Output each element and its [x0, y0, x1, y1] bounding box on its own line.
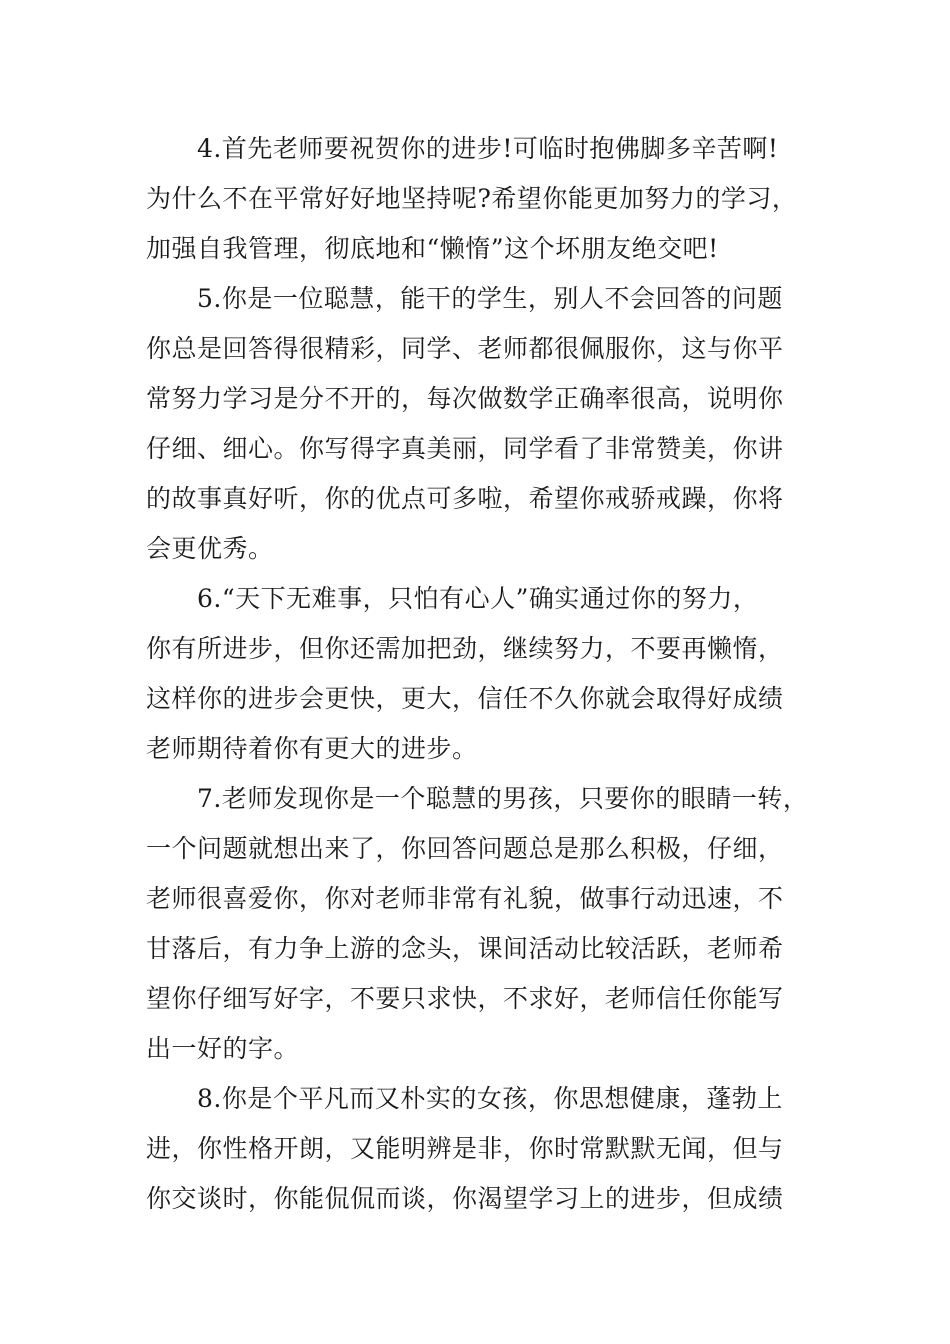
- paragraph-8-line-3: 你交谈时，你能侃侃而谈，你渴望学习上的进步，但成绩: [146, 1184, 784, 1213]
- paragraph-5-line-2: 你总是回答得很精彩，同学、老师都很佩服你，这与你平: [146, 334, 784, 363]
- paragraph-5-line-3: 常努力学习是分不开的，每次做数学正确率很高，说明你: [146, 384, 784, 413]
- paragraph-5-line-6: 会更优秀。: [146, 534, 274, 563]
- paragraph-8-line-1: 8.你是个平凡而又朴实的女孩，你思想健康，蓬勃上: [197, 1084, 783, 1113]
- paragraph-5-line-4: 仔细、细心。你写得字真美丽，同学看了非常赞美，你讲: [146, 434, 784, 463]
- paragraph-7-line-4: 甘落后，有力争上游的念头，课间活动比较活跃，老师希: [146, 934, 784, 963]
- paragraph-5-line-1: 5.你是一位聪慧，能干的学生，别人不会回答的问题: [197, 284, 783, 313]
- paragraph-4-line-1: 4.首先老师要祝贺你的进步!可临时抱佛脚多辛苦啊!: [197, 134, 779, 163]
- paragraph-4-line-3: 加强自我管理，彻底地和“懒惰”这个坏朋友绝交吧!: [146, 234, 719, 263]
- paragraph-8-line-2: 进，你性格开朗，又能明辨是非，你时常默默无闻，但与: [146, 1134, 784, 1163]
- paragraph-6-line-2: 你有所进步，但你还需加把劲，继续努力，不要再懒惰，: [146, 634, 784, 663]
- paragraph-7-line-3: 老师很喜爱你，你对老师非常有礼貌，做事行动迅速，不: [146, 884, 784, 913]
- paragraph-7-line-6: 出一好的字。: [146, 1034, 300, 1063]
- paragraph-7-line-1: 7.老师发现你是一个聪慧的男孩，只要你的眼睛一转，: [197, 784, 809, 813]
- paragraph-6-line-3: 这样你的进步会更快，更大，信任不久你就会取得好成绩: [146, 684, 784, 713]
- paragraph-4-line-2: 为什么不在平常好好地坚持呢?希望你能更加努力的学习，: [146, 184, 798, 213]
- paragraph-7-line-5: 望你仔细写好字，不要只求快，不求好，老师信任你能写: [146, 984, 784, 1013]
- paragraph-7-line-2: 一个问题就想出来了，你回答问题总是那么积极，仔细，: [146, 834, 784, 863]
- paragraph-6-line-1: 6.“天下无难事，只怕有心人”确实通过你的努力，: [197, 584, 759, 613]
- paragraph-5-line-5: 的故事真好听，你的优点可多啦，希望你戒骄戒躁，你将: [146, 484, 784, 513]
- paragraph-6-line-4: 老师期待着你有更大的进步。: [146, 734, 478, 763]
